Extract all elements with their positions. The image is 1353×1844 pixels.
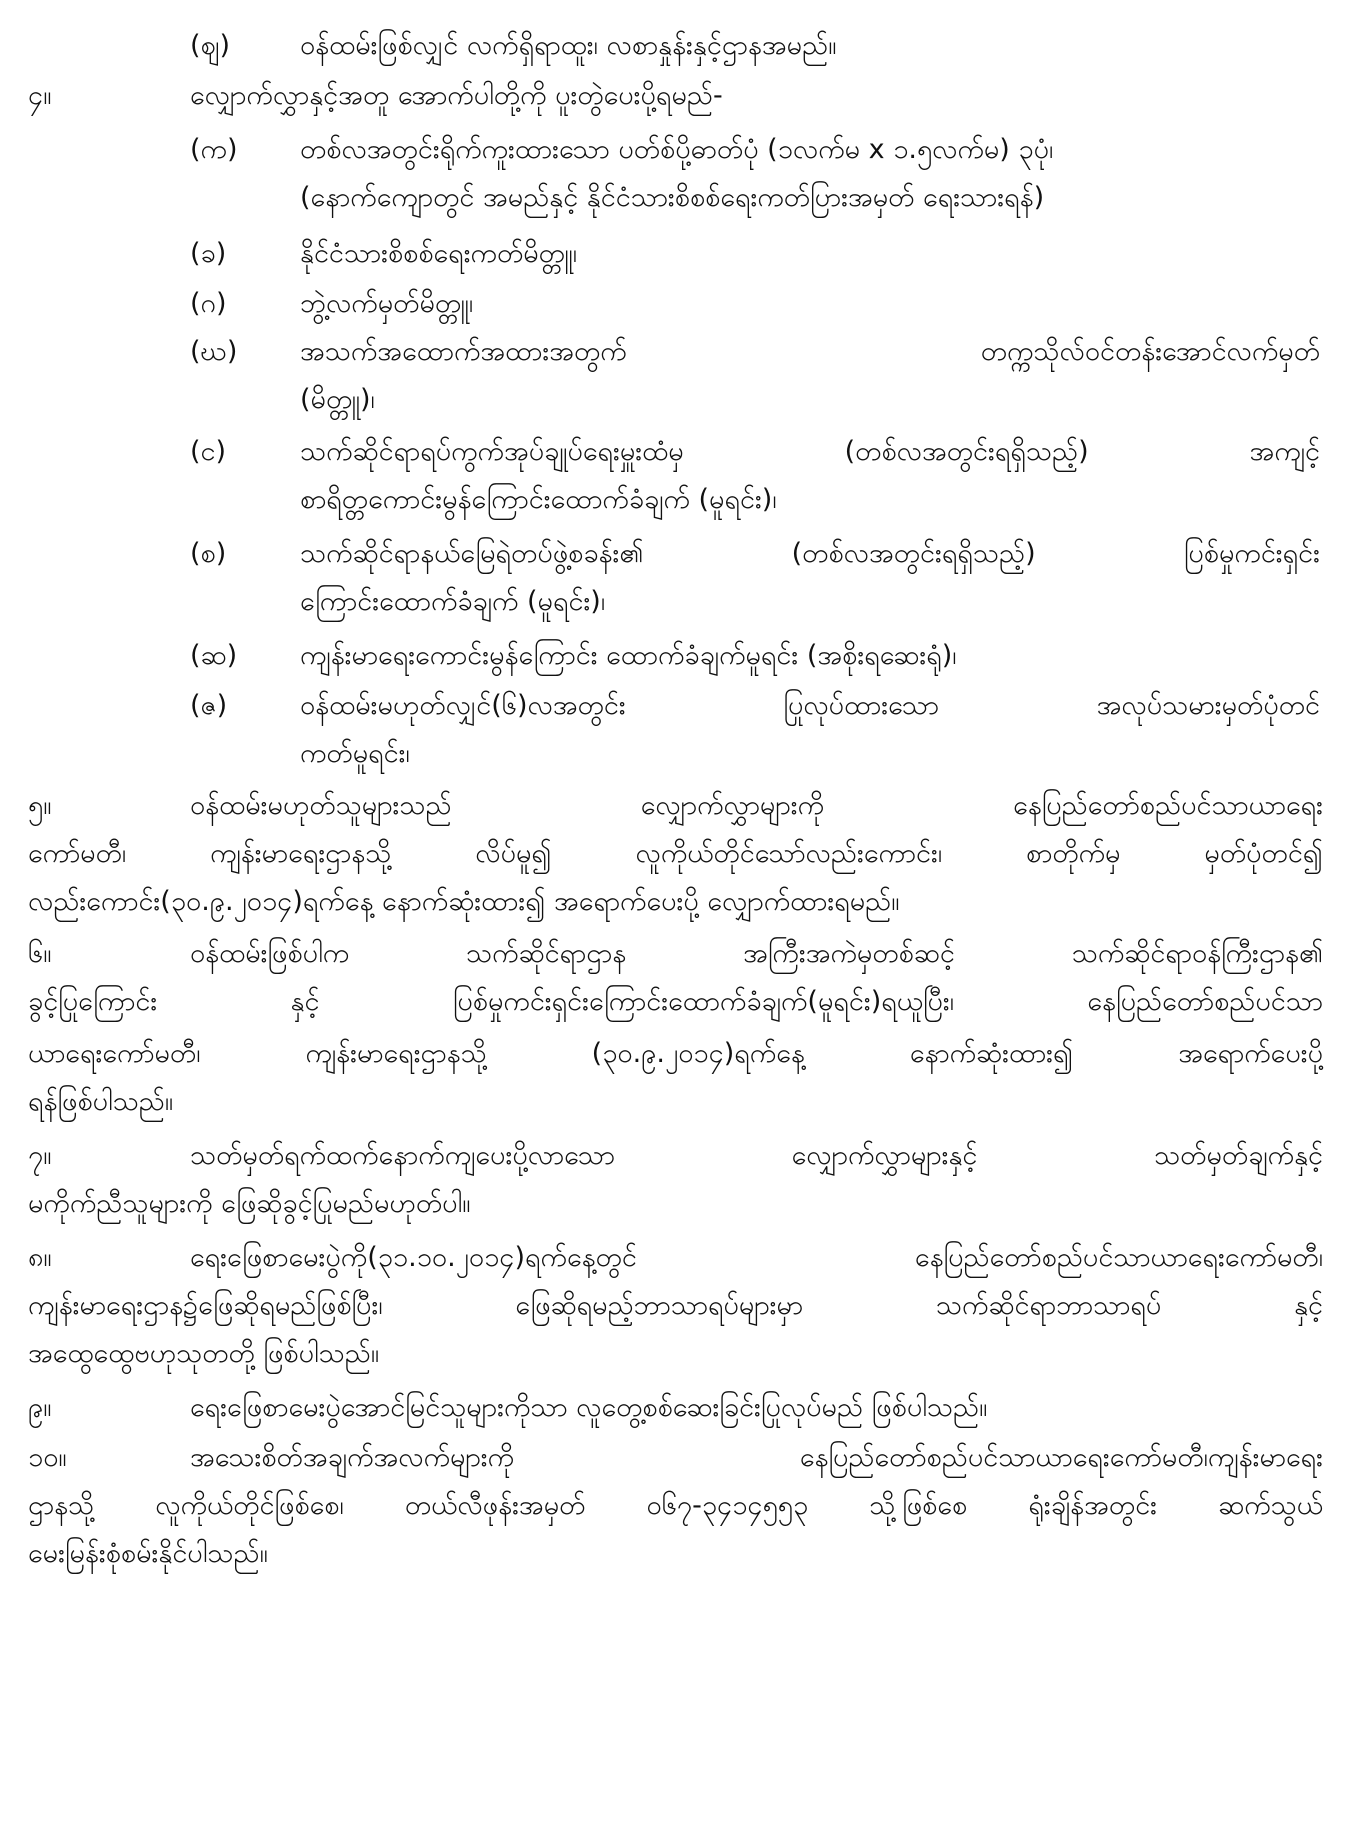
sub-item-marker: (ဆ)	[190, 640, 238, 671]
line-text: ရေးဖြေစာမေးပွဲကို(၃၁.၁၀.၂၀၁၄)ရက်နေ့တွင် နေပြည်တော်စည်ပင်သာယာရေးကော်မတီ၊	[190, 1242, 1323, 1273]
line-text: သက်ဆိုင်ရာနယ်မြေရဲတပ်ဖွဲ့စခန်း၏ (တစ်လအတွင်းရရှိသည့်) ပြစ်မှုကင်းရှင်း	[300, 538, 1320, 569]
sub-item-marker: (ဇ)	[190, 690, 228, 721]
line-text: ခွင့်ပြုကြောင်း နှင့် ပြစ်မှုကင်းရှင်းကြောင်းထောက်ခံချက်(မူရင်း)ရယူပြီး၊ နေပြည်တော်စည်ပင်သာ	[28, 986, 1323, 1017]
line-text: မေးမြန်းစုံစမ်းနိုင်ပါသည်။	[28, 1538, 268, 1569]
line-text: (နောက်ကျောတွင် အမည်နှင့် နိုင်ငံသားစိစစ်ရေးကတ်ပြားအမှတ် ရေးသားရန်)	[300, 182, 1045, 213]
line-text: (မိတ္တူ)၊	[300, 384, 375, 415]
paragraph-number: ၇။	[28, 1140, 52, 1171]
paragraph-number: ၈။	[28, 1242, 52, 1273]
line-text: မကိုက်ညီသူများကို ဖြေဆိုခွင့်ပြုမည်မဟုတ်ပါ။	[28, 1188, 471, 1219]
sub-item-marker: (စ)	[190, 538, 227, 569]
line-text: ဌာနသို့ လူကိုယ်တိုင်ဖြစ်စေ၊ တယ်လီဖုန်းအမှတ် ၀၆၇-၃၄၁၄၅၅၃ သို့ဖြစ်စေ ရုံးချိန်အတွင်း ဆက်သွယ်	[28, 1490, 1323, 1521]
line-text: သက်ဆိုင်ရာရပ်ကွက်အုပ်ချုပ်ရေးမှူးထံမှ (တစ်လအတွင်းရရှိသည့်) အကျင့်	[300, 436, 1320, 467]
sub-item-marker: (ဃ)	[190, 336, 238, 367]
line-text: ကျန်းမာရေးဌာန၌ဖြေဆိုရမည်ဖြစ်ပြီး၊ ဖြေဆိုရမည့်ဘာသာရပ်များမှာ သက်ဆိုင်ရာဘာသာရပ် နှင့်	[28, 1290, 1323, 1321]
line-text: လျှောက်လွှာနှင့်အတူ အောက်ပါတို့ကို ပူးတွဲပေးပို့ရမည်-	[190, 80, 723, 111]
line-text: ယာရေးကော်မတီ၊ ကျန်းမာရေးဌာနသို့ (၃၀.၉.၂၀၁၄)ရက်နေ့ နောက်ဆုံးထား၍ အရောက်ပေးပို့	[28, 1038, 1323, 1069]
paragraph-number: ၉။	[28, 1392, 52, 1423]
line-text: စာရိတ္တကောင်းမွန်ကြောင်းထောက်ခံချက် (မူရင်း)၊	[300, 484, 777, 515]
line-text: အသက်အထောက်အထားအတွက် တက္ကသိုလ်ဝင်တန်းအောင်လက်မှတ်	[300, 336, 1320, 367]
line-text: ကြောင်းထောက်ခံချက် (မူရင်း)၊	[300, 586, 606, 617]
line-text: ရေးဖြေစာမေးပွဲအောင်မြင်သူများကိုသာ လူတွေ့စစ်ဆေးခြင်းပြုလုပ်မည် ဖြစ်ပါသည်။	[190, 1392, 988, 1423]
sub-item-marker: (ဈ)	[190, 30, 231, 61]
line-text: ကတ်မူရင်း၊	[300, 738, 410, 769]
line-text: လည်းကောင်း(၃၀.၉.၂၀၁၄)ရက်နေ့ နောက်ဆုံးထား၍ အရောက်ပေးပို့ လျှောက်ထားရမည်။	[28, 886, 900, 917]
line-text: ဝန်ထမ်းမဟုတ်သူများသည် လျှောက်လွှာများကို နေပြည်တော်စည်ပင်သာယာရေး	[190, 790, 1323, 821]
line-text: ရန်ဖြစ်ပါသည်။	[28, 1086, 174, 1117]
line-text: တစ်လအတွင်းရိုက်ကူးထားသော ပတ်စ်ပို့ဓာတ်ပုံ (၁လက်မ x ၁.၅လက်မ) ၃ပုံ၊	[300, 134, 1054, 165]
paragraph-number: ၁၀။	[28, 1442, 67, 1473]
line-text: ဝန်ထမ်းဖြစ်လျှင် လက်ရှိရာထူး၊ လစာနှုန်းနှင့်ဌာနအမည်။	[300, 30, 837, 61]
line-text: ဝန်ထမ်းမဟုတ်လျှင်(၆)လအတွင်း ပြုလုပ်ထားသော အလုပ်သမားမှတ်ပုံတင်	[300, 690, 1320, 721]
sub-item-marker: (ဂ)	[190, 288, 227, 319]
paragraph-number: ၅။	[28, 790, 52, 821]
line-text: ကျန်းမာရေးကောင်းမွန်ကြောင်း ထောက်ခံချက်မူရင်း (အစိုးရဆေးရုံ)၊	[300, 640, 957, 671]
line-text: အသေးစိတ်အချက်အလက်များကို နေပြည်တော်စည်ပင်သာယာရေးကော်မတီ၊ကျန်းမာရေး	[190, 1442, 1323, 1473]
paragraph-number: ၆။	[28, 938, 52, 969]
line-text: ဘွဲ့လက်မှတ်မိတ္တူ၊	[300, 288, 474, 319]
sub-item-marker: (က)	[190, 134, 238, 165]
sub-item-marker: (င)	[190, 436, 227, 467]
line-text: နိုင်ငံသားစိစစ်ရေးကတ်မိတ္တူ၊	[300, 238, 578, 269]
line-text: ကော်မတီ၊ ကျန်းမာရေးဌာနသို့ လိပ်မူ၍ လူကိုယ်တိုင်သော်လည်းကောင်း၊ စာတိုက်မှ မှတ်ပုံတင်၍	[28, 838, 1323, 869]
line-text: အထွေထွေဗဟုသုတတို့ ဖြစ်ပါသည်။	[28, 1338, 380, 1369]
line-text: သတ်မှတ်ရက်ထက်နောက်ကျပေးပို့လာသော လျှောက်လွှာများနှင့် သတ်မှတ်ချက်နှင့်	[190, 1140, 1323, 1171]
sub-item-marker: (ခ)	[190, 238, 227, 269]
line-text: ဝန်ထမ်းဖြစ်ပါက သက်ဆိုင်ရာဌာန အကြီးအကဲမှတစ်ဆင့် သက်ဆိုင်ရာဝန်ကြီးဌာန၏	[190, 938, 1323, 969]
paragraph-number: ၄။	[28, 80, 52, 111]
